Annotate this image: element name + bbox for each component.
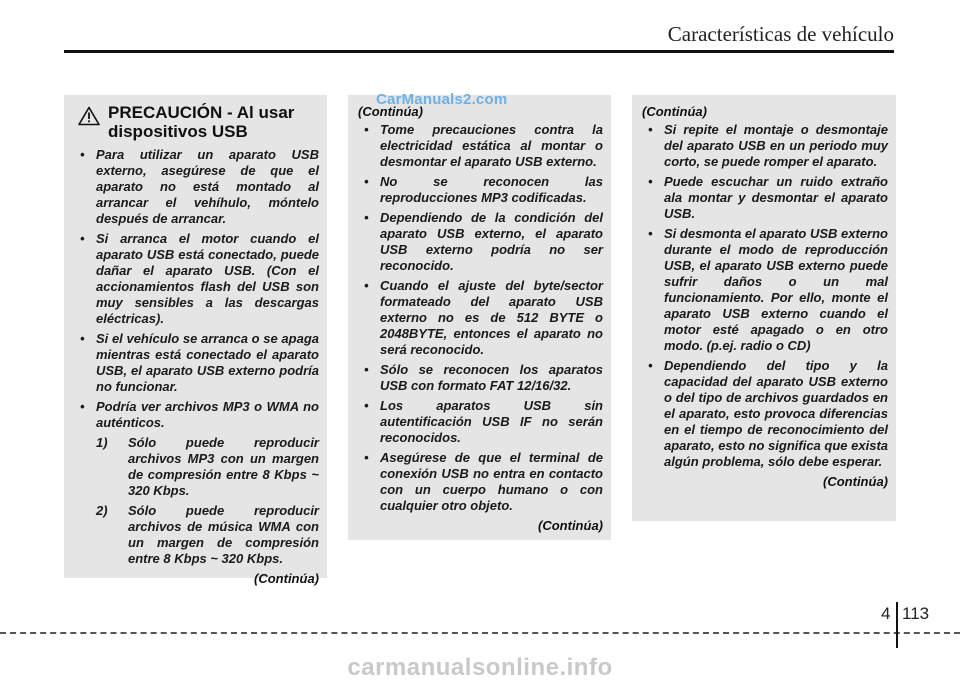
list-item: • No se reconocen las reproducciones MP3 codificadas. [364, 174, 603, 205]
page-header-title: Características de vehículo [667, 22, 894, 46]
page-number-divider [896, 602, 898, 648]
footer-dashed-rule [0, 632, 960, 634]
list-item: • Si repite el montaje o desmontaje del aparato USB en un periodo muy corto, se puede romper el aparato. [648, 122, 888, 169]
list-item: • Podría ver archivos MP3 o WMA no auténticos. 1) Sólo puede reproducir archivos MP3 con un margen de compresión entre 8 Kbps ~ 320 Kbps. 2) Sólo puede reproducir archivos de música WMA con un margen de compresión entre 8 Kbps ~ 320 Kbps. [80, 399, 319, 566]
list-item: • Cuando el ajuste del byte/sector formateado del aparato USB externo no es de 512 BYTE o 2048BYTE, entonces el aparato no será reconocido. [364, 278, 603, 357]
header-rule [64, 50, 894, 53]
precaution-list [642, 122, 888, 470]
page-number: 113 [902, 604, 930, 623]
list-item: • Para utilizar un aparato USB externo, asegúrese de que el aparato no está montado al arrancar el vehíhulo, móntelo después de arrancar. [80, 147, 319, 226]
list-item: • Si el vehículo se arranca o se apaga mientras está conectado el aparato USB, el aparato USB externo podría no funcionar. [80, 331, 319, 394]
watermark-link[interactable]: CarManuals2.com [376, 91, 508, 108]
list-item: • Sólo se reconocen los aparatos USB con formato FAT 12/16/32. [364, 362, 603, 393]
caution-title-line1: PRECAUCIÓN - Al usar [108, 103, 295, 122]
footer-watermark: carmanualsonline.info [347, 654, 613, 681]
continued-box-2 [348, 95, 611, 540]
list-item: • Dependiendo del tipo y la capacidad del aparato USB externo o del tipo de archivos guardados en el aparato, esto provoca diferencias en el tiempo de reconocimiento del aparato, esto no significa que exista algún problema, sólo debe esperar. [648, 358, 888, 469]
section-number: 4 [881, 604, 891, 623]
caution-box [64, 95, 327, 586]
list-item: • Dependiendo de la condición del aparato USB externo, el aparato USB externo podría no ser reconocido. [364, 210, 603, 273]
continued-label: (Continúa) [538, 518, 603, 533]
warning-triangle-icon [78, 106, 100, 126]
sub-list [96, 435, 319, 567]
continued-label: (Continúa) [254, 571, 319, 586]
caution-title-line2: dispositivos USB [108, 122, 248, 141]
continued-header: (Continúa) [358, 104, 423, 119]
list-item: • Asegúrese de que el terminal de conexión USB no entra en contacto con un cuerpo humano o con cualquier otro objeto. [364, 450, 603, 513]
list-item: • Puede escuchar un ruido extraño ala montar y desmontar el aparato USB. [648, 174, 888, 221]
list-item: • Los aparatos USB sin autentificación USB IF no serán reconocidos. [364, 398, 603, 445]
continued-label: (Continúa) [823, 474, 888, 489]
list-item: • Si arranca el motor cuando el aparato USB está conectado, puede dañar el aparato USB. (Con el accionamientos flash del USB son muy sensibles a las descargas eléctricas). [80, 231, 319, 326]
continued-box-3 [632, 95, 896, 521]
caution-heading [74, 103, 319, 141]
list-item: • Tome precauciones contra la electricidad estática al montar o desmontar el aparato USB externo. [364, 122, 603, 169]
precaution-list [358, 122, 603, 514]
sub-list-item: 2) Sólo puede reproducir archivos de música WMA con un margen de compresión entre 8 Kbps ~ 320 Kbps. [96, 503, 319, 566]
continued-header: (Continúa) [642, 104, 707, 119]
sub-list-item: 1) Sólo puede reproducir archivos MP3 con un margen de compresión entre 8 Kbps ~ 320 Kbps. [96, 435, 319, 498]
list-item: • Si desmonta el aparato USB externo durante el modo de reproducción USB, el aparato USB externo puede sufrir daños o un mal funcionamiento. Por ello, monte el aparato USB externo cuando el motor esté apagado o en otro modo. (p.ej. radio o CD) [648, 226, 888, 353]
caution-list [74, 147, 319, 567]
